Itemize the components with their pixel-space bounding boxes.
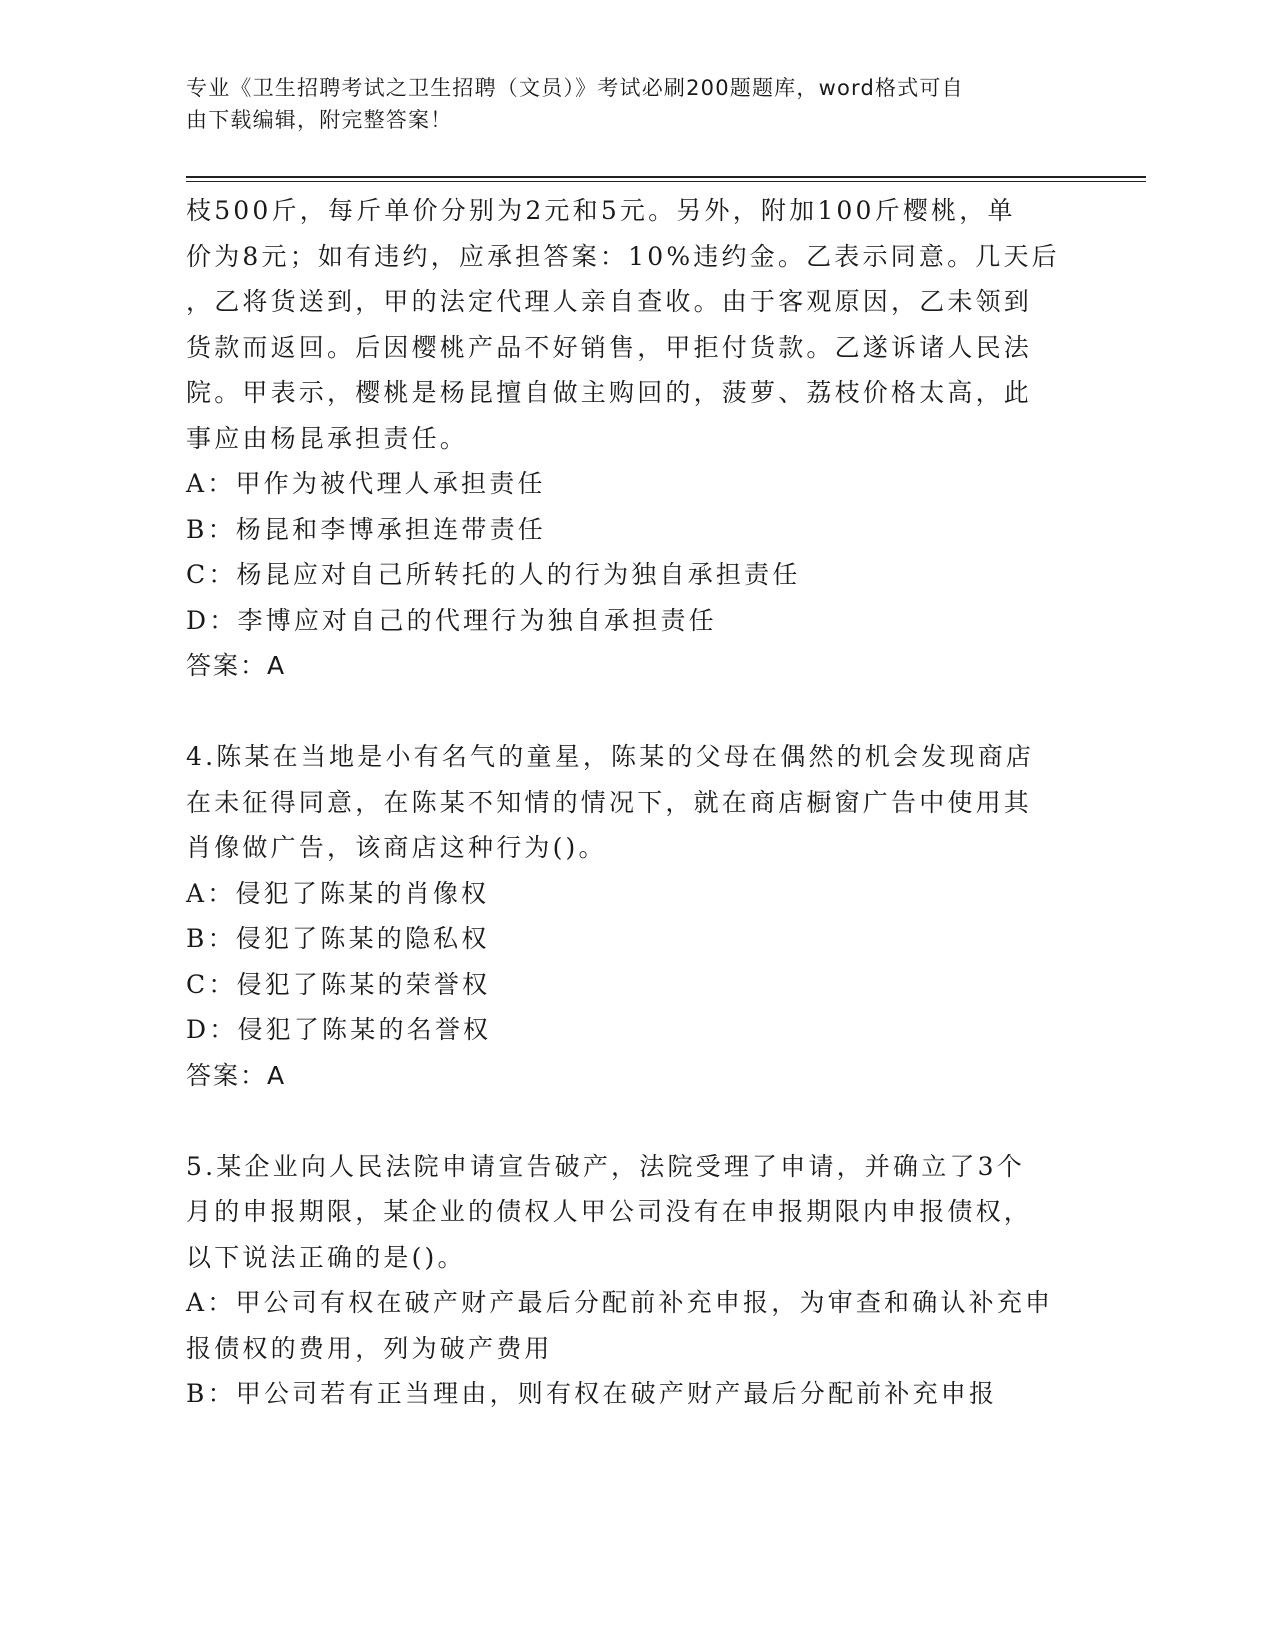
option-b: B：甲公司若有正当理由，则有权在破产财产最后分配前补充申报 xyxy=(186,1379,998,1408)
answer-label: 答案：A xyxy=(186,651,287,680)
question-text-line: 肖像做广告，该商店这种行为()。 xyxy=(186,833,607,862)
option-a: A：甲作为被代理人承担责任 xyxy=(186,469,546,498)
option-a-continued: 报债权的费用，列为破产费用 xyxy=(186,1333,553,1363)
header-title-line-2: 由下载编辑，附完整答案！ xyxy=(186,108,453,132)
question-text-line: 事应由杨昆承担责任。 xyxy=(186,423,469,453)
question-text-line: 在未征得同意，在陈某不知情的情况下，就在商店橱窗广告中使用其 xyxy=(186,787,1033,817)
question-text-line: 枝500斤，每斤单价分别为2元和5元。另外，附加100斤樱桃，单 xyxy=(186,196,1016,225)
question-text-line: ，乙将货送到，甲的法定代理人亲自查收。由于客观原因，乙未领到 xyxy=(186,287,1033,316)
header-divider-thin xyxy=(186,181,1146,182)
option-d: D：侵犯了陈某的名誉权 xyxy=(186,1015,492,1044)
question-3-continued xyxy=(186,188,1066,689)
question-text-line: 价为8元；如有违约，应承担答案：10%违约金。乙表示同意。几天后 xyxy=(186,241,1060,271)
question-content xyxy=(186,188,1066,1417)
question-spacer xyxy=(186,689,1066,735)
option-a: A：侵犯了陈某的肖像权 xyxy=(186,878,490,908)
question-text-line: 以下说法正确的是()。 xyxy=(186,1242,466,1272)
option-a: A：甲公司有权在破产财产最后分配前补充申报，为审查和确认补充申 xyxy=(186,1288,1054,1317)
question-text-line: 月的申报期限，某企业的债权人甲公司没有在申报期限内申报债权， xyxy=(186,1197,1033,1226)
header-divider-thick xyxy=(186,176,1146,178)
question-text-line: 4.陈某在当地是小有名气的童星，陈某的父母在偶然的机会发现商店 xyxy=(186,742,1035,771)
question-text-line: 货款而返回。后因樱桃产品不好销售，甲拒付货款。乙遂诉诸人民法 xyxy=(186,332,1033,362)
header-title-line-1: 专业《卫生招聘考试之卫生招聘（文员）》考试必刷200题题库，word格式可自 xyxy=(186,76,964,100)
option-b: B：侵犯了陈某的隐私权 xyxy=(186,924,490,953)
question-spacer xyxy=(186,1098,1066,1144)
page-header xyxy=(186,72,1066,136)
option-c: C：杨昆应对自己所转托的人的行为独自承担责任 xyxy=(186,560,801,589)
answer-label: 答案：A xyxy=(186,1060,287,1090)
question-text-line: 院。甲表示，樱桃是杨昆擅自做主购回的，菠萝、荔枝价格太高，此 xyxy=(186,378,1033,407)
question-4 xyxy=(186,734,1066,1098)
question-5 xyxy=(186,1144,1066,1417)
option-b: B：杨昆和李博承担连带责任 xyxy=(186,514,546,544)
question-text-line: 5.某企业向人民法院申请宣告破产，法院受理了申请，并确立了3个 xyxy=(186,1151,1025,1181)
option-c: C：侵犯了陈某的荣誉权 xyxy=(186,969,491,999)
option-d: D：李博应对自己的代理行为独自承担责任 xyxy=(186,605,717,635)
